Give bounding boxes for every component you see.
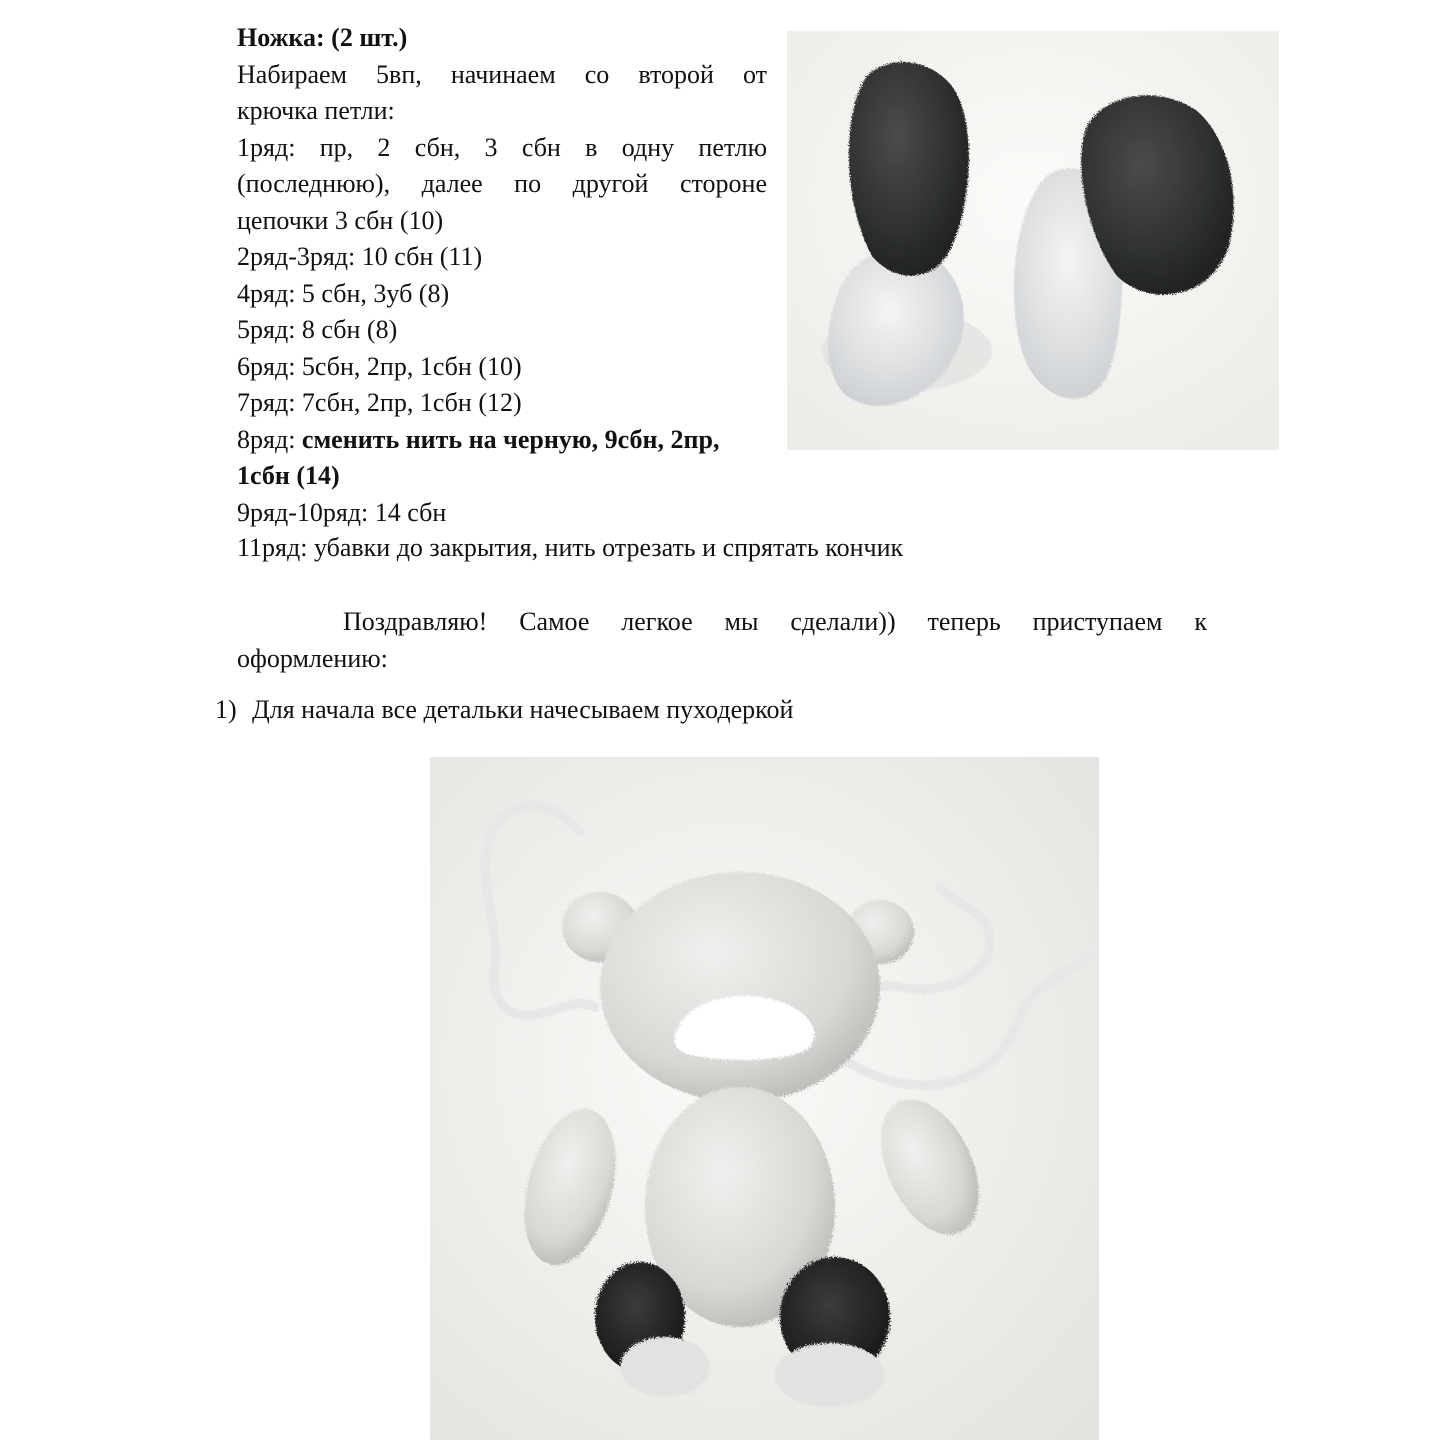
- row-9-10: 9ряд-10ряд: 14 сбн: [237, 497, 447, 527]
- row-7: 7ряд: 7сбн, 2пр, 1сбн (12): [237, 388, 522, 417]
- congrats-line-1: Поздравляю! Самое легкое мы сделали)) теперь приступаем к: [343, 607, 1207, 636]
- row-5: 5ряд: 8 сбн (8): [237, 315, 398, 344]
- row-4: 4ряд: 5 сбн, 3уб (8): [237, 278, 450, 308]
- row-6: 6ряд: 5сбн, 2пр, 1сбн (10): [237, 351, 522, 381]
- left-leg-white-sole: [620, 1337, 710, 1397]
- row-8-line-b: 1сбн (14): [237, 461, 340, 490]
- step-1-text: Для начала все детальки начесываем пуходеркой: [252, 695, 794, 724]
- section-heading: Ножка: (2 шт.): [237, 23, 408, 52]
- right-leg-white-sole: [775, 1343, 885, 1407]
- row-11: 11ряд: убавки до закрытия, нить отрезать и спрятать кончик: [237, 533, 904, 562]
- congrats-line-2: оформлению:: [237, 644, 388, 673]
- leg-pattern-block: [237, 20, 767, 531]
- step-1-number: 1): [215, 695, 237, 724]
- row-8-bold-a: сменить нить на черную, 9сбн, 2пр,: [301, 424, 720, 454]
- panda-photo: [430, 757, 1099, 1440]
- row-1-line-a: 1ряд: пр, 2 сбн, 3 сбн в одну петлю: [237, 132, 767, 162]
- intro-line-2: крючка петли:: [237, 96, 395, 125]
- panda-photo-illustration: [430, 757, 1099, 1440]
- row-8-prefix: 8ряд:: [237, 424, 302, 454]
- row-1-line-b: (последнюю), далее по другой стороне: [237, 169, 767, 198]
- row-8-line-a: [237, 422, 767, 459]
- feet-photo-illustration: [787, 31, 1279, 450]
- step-1: [215, 692, 793, 728]
- row-1-line-c: цепочки 3 сбн (10): [237, 205, 444, 235]
- feet-photo: [787, 31, 1279, 450]
- congrats-paragraph: [237, 603, 1207, 677]
- row-2-3: 2ряд-3ряд: 10 сбн (11): [237, 242, 483, 271]
- left-foot-black-toe: [849, 62, 969, 276]
- intro-line-1: Набираем 5вп, начинаем со второй от: [237, 59, 767, 89]
- panda-head: [600, 872, 880, 1102]
